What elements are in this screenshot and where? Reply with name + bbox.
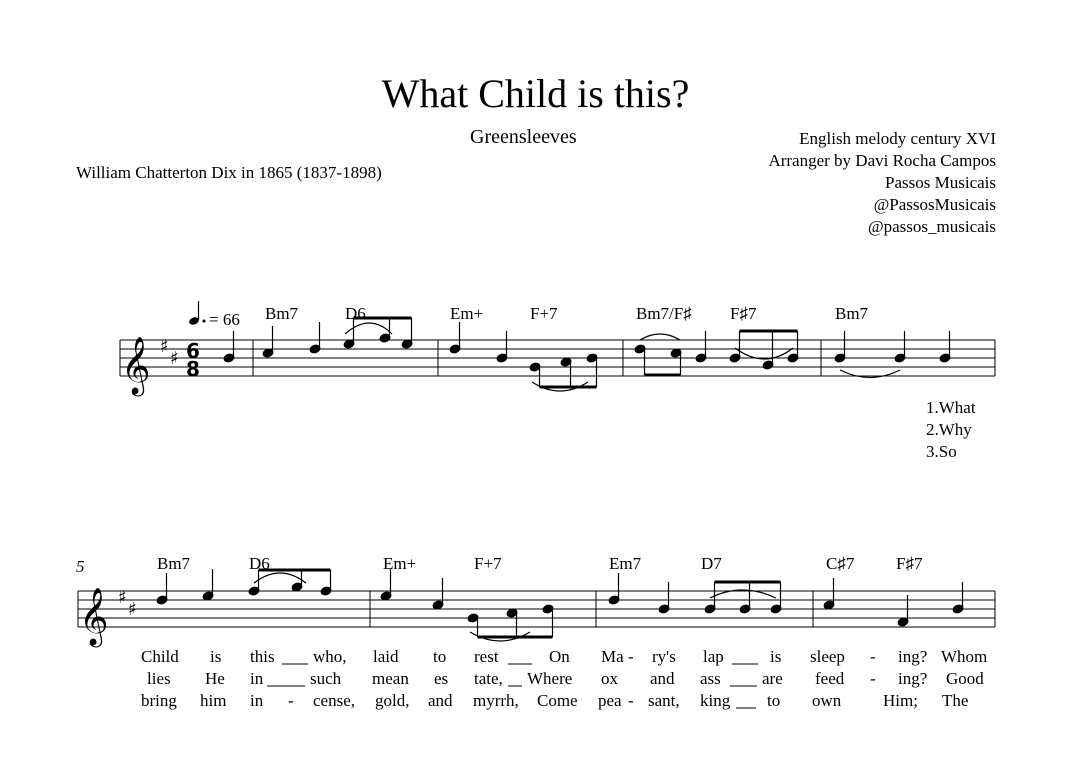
lyric-syllable: feed <box>815 669 845 688</box>
slurs-system-2 <box>254 573 776 641</box>
lyric-syllable: is <box>770 647 782 666</box>
lyric-syllable: this <box>250 647 275 666</box>
chord-symbol: F♯7 <box>896 554 923 573</box>
lyricist-credit: William Chatterton Dix in 1865 (1837-1898) <box>76 163 382 182</box>
time-signature-bottom: 8 <box>186 357 200 381</box>
lyric-syllable: gold, <box>375 691 410 710</box>
lyric-syllable: and <box>428 691 453 710</box>
chord-symbol: F+7 <box>530 304 558 323</box>
lyric-syllable: sleep <box>810 647 845 666</box>
lyric-syllable: - <box>628 691 634 710</box>
lyric-syllable: Whom <box>941 647 988 666</box>
lyric-syllable: lies <box>147 669 171 688</box>
sharp-icon: ♯ <box>118 587 127 608</box>
sharp-icon: ♯ <box>128 599 137 620</box>
lyric-syllable: rest <box>474 647 499 666</box>
tempo-value: = 66 <box>209 310 240 329</box>
publisher-line: Passos Musicais <box>885 173 996 192</box>
lyric-verse-3: 3.So <box>926 442 957 461</box>
chord-symbol: D6 <box>249 554 270 573</box>
treble-clef-icon: 𝄞 <box>79 587 109 645</box>
lyric-syllable: such <box>310 669 342 688</box>
lyric-syllable: ing? <box>898 647 928 666</box>
lyric-syllable: Come <box>537 691 578 710</box>
lyric-syllable: Where <box>527 669 573 688</box>
lyric-syllable: pea <box>598 691 622 710</box>
lyric-syllable: Good <box>946 669 984 688</box>
lyric-syllable: The <box>942 691 969 710</box>
notes-system-1 <box>223 318 951 387</box>
lyric-syllable: es <box>434 669 449 688</box>
lyric-syllable: - <box>870 647 876 666</box>
chord-symbol: Bm7/F♯ <box>636 304 692 323</box>
lyric-syllable: laid <box>373 647 399 666</box>
chord-symbol: Bm7 <box>835 304 869 323</box>
lyric-syllable: own <box>812 691 842 710</box>
chord-symbol: F♯7 <box>730 304 757 323</box>
lyric-syllable: ing? <box>898 669 928 688</box>
chord-symbol: Em+ <box>383 554 417 573</box>
sharp-icon: ♯ <box>160 336 169 357</box>
social-handle-line: @PassosMusicais <box>873 195 996 214</box>
time-signature-top: 6 <box>186 339 200 363</box>
lyric-syllable: On <box>549 647 570 666</box>
arranger-line: Arranger by Davi Rocha Campos <box>768 151 996 170</box>
composer-line: English melody century XVI <box>799 129 996 148</box>
treble-clef-icon: 𝄞 <box>121 336 151 394</box>
lyric-syllable: ox <box>601 669 618 688</box>
lyrics-verse-3 <box>141 691 968 710</box>
lyric-syllable: bring <box>141 691 177 710</box>
chord-symbols-system-1 <box>265 304 869 323</box>
lyric-syllable: - <box>628 647 634 666</box>
page-title: What Child is this? <box>381 71 690 116</box>
lyric-syllable: is <box>210 647 222 666</box>
social-handle-line: @passos_musicais <box>867 217 996 236</box>
lyric-syllable: - <box>870 669 876 688</box>
lyric-syllable: He <box>205 669 225 688</box>
lyric-syllable: myrrh, <box>473 691 519 710</box>
lyric-syllable: and <box>650 669 675 688</box>
lyric-verse-2: 2.Why <box>926 420 972 439</box>
chord-symbol: C♯7 <box>826 554 855 573</box>
lyric-syllable: cense, <box>313 691 356 710</box>
lyric-syllable: in <box>250 669 264 688</box>
lyric-syllable: Ma <box>601 647 624 666</box>
lyric-syllable: sant, <box>648 691 680 710</box>
lyric-syllable: to <box>767 691 781 710</box>
lyric-syllable: mean <box>372 669 409 688</box>
lyric-verse-1: 1.What <box>926 398 976 417</box>
staff-lines-system-2 <box>78 591 995 627</box>
lyric-syllable: - <box>288 691 294 710</box>
lyric-syllable: in <box>250 691 264 710</box>
sharp-icon: ♯ <box>170 348 179 369</box>
lyric-syllable: him <box>200 691 227 710</box>
chord-symbol: Em7 <box>609 554 642 573</box>
lyric-syllable: who, <box>313 647 347 666</box>
lyric-syllable: ass <box>700 669 721 688</box>
chord-symbol: Bm7 <box>157 554 191 573</box>
chord-symbol: F+7 <box>474 554 502 573</box>
chord-symbol: D7 <box>701 554 722 573</box>
lyric-syllable: tate, <box>474 669 503 688</box>
chord-symbol: D6 <box>345 304 366 323</box>
lyrics-verse-2 <box>147 669 984 688</box>
lyric-syllable: to <box>433 647 447 666</box>
lyric-syllable: Him; <box>883 691 918 710</box>
lyric-syllable: king <box>700 691 731 710</box>
lyric-syllable: Child <box>141 647 179 666</box>
chord-symbol: Bm7 <box>265 304 299 323</box>
staff-lines-system-1 <box>120 340 995 376</box>
lyrics-verse-1 <box>141 647 987 666</box>
chord-symbol: Em+ <box>450 304 484 323</box>
lyric-syllable: are <box>762 669 783 688</box>
pickup-lyrics <box>926 398 976 461</box>
measure-number: 5 <box>76 557 85 576</box>
subtitle: Greensleeves <box>470 126 577 148</box>
lyric-syllable: lap <box>703 647 724 666</box>
lyric-syllable: ry's <box>652 647 676 666</box>
tempo-marking <box>188 301 240 329</box>
